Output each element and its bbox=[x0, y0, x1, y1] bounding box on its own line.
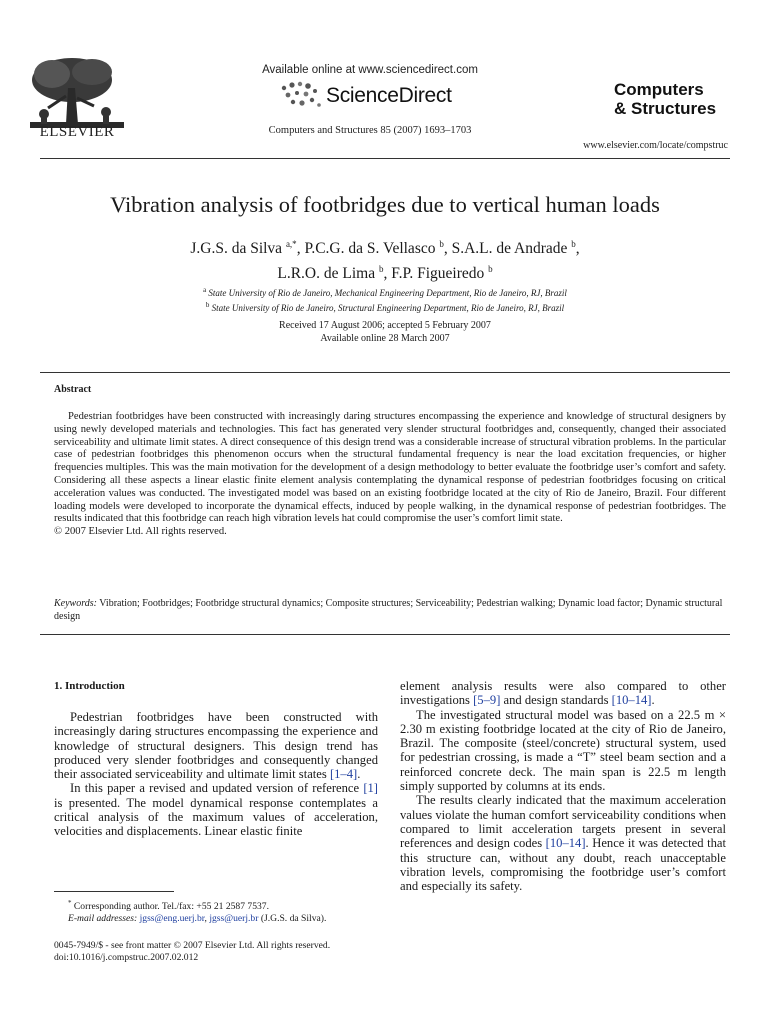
paragraph-text: and design standards bbox=[500, 693, 612, 708]
author-line-2 bbox=[40, 259, 730, 284]
author-separator: , bbox=[575, 240, 580, 258]
author-list bbox=[40, 234, 730, 284]
footnote-rule bbox=[54, 891, 174, 892]
abstract-top-rule bbox=[40, 372, 730, 373]
author-separator: , bbox=[296, 240, 305, 258]
citation-link[interactable]: [1] bbox=[363, 781, 378, 796]
paragraph-text: . bbox=[357, 767, 361, 782]
paragraph-text: The results clearly indicated that the maximum acceleration values violate the human comfort serviceability conditions when compared to limit acceleration targets present in several references and design codes bbox=[400, 793, 726, 851]
affiliations bbox=[40, 284, 730, 314]
author-name: L.R.O. de Lima bbox=[277, 265, 376, 283]
intro-paragraph-4: The investigated structural model was based on a 22.5 m × 2.30 m existing footbridge located at the city of Rio de Janeiro, Brazil. The composite (steel/concrete) structural system, used for pedestrian crossing, is made a “T” steel beam section and a reinforced concrete deck. The main span is 22.5 m length simply supported by columns at its ends. bbox=[400, 707, 726, 794]
author-separator: , bbox=[443, 240, 452, 258]
footnote-corresponding bbox=[54, 897, 384, 913]
author-name: S.A.L. de Andrade bbox=[451, 240, 568, 258]
journal-name-line-1: Computers bbox=[614, 80, 704, 99]
front-matter bbox=[54, 940, 414, 964]
author-name: P.C.G. da S. Vellasco bbox=[304, 240, 436, 258]
affiliation-mark: a bbox=[203, 286, 207, 294]
email-link[interactable]: jgss@eng.uerj.br bbox=[139, 913, 205, 925]
author-name: F.P. Figueiredo bbox=[391, 265, 485, 283]
abstract-paragraph: Pedestrian footbridges have been constructed with increasingly daring structures encompassing the experience and knowledge of structural designers by using newly developed materials and technologies. This fact has generated very slender structural footbridges and, consequently, changed their associated serviceability and ultimate limit states. A direct consequence of this design trend was a considerable increase of structural vibration problems. In the particular case of pedestrian footbridges this phenomenon occurs when the structural fundamental frequency is near the load excitation frequencies, or higher frequencies multiples. This was the main motivation for the development of a design methodology to better evaluate the footbridge user’s comfort and safety. Considering all these aspects a linear elastic finite element analysis contemplating the dynamical response of pedestrian footbridges focusing on critical acceleration values was conducted. The investigated model was based on an existing footbridge located at the city of Rio de Janeiro, Brazil. Four different loading models were developed to incorporate the dynamical effects, induced by people walking, in the dynamical response of pedestrian footbridges. The results indicated that this footbridge can reach high vibration levels hat could compromise the user’s comfort limit state. bbox=[54, 411, 726, 525]
paper-title: Vibration analysis of footbridges due to vertical human loads bbox=[110, 192, 660, 217]
affiliation-a bbox=[40, 284, 730, 299]
journal-url[interactable]: www.elsevier.com/locate/compstruc bbox=[583, 140, 728, 151]
affiliation-text: State University of Rio de Janeiro, Mechanical Engineering Department, Rio de Janeiro, RJ, Brazil bbox=[208, 288, 567, 298]
email-label: E-mail addresses: bbox=[68, 913, 138, 925]
paragraph-text: . Hence it was detected that this structure can, without any doubt, reach unacceptable vibration levels, compromising the footbridge user’s comfort and especially its safety. bbox=[400, 836, 726, 894]
intro-paragraph-2 bbox=[54, 781, 378, 838]
paragraph-text: In this paper a revised and updated version of reference bbox=[70, 781, 364, 796]
sciencedirect-dots-icon bbox=[278, 80, 324, 110]
email-link[interactable]: jgss@uerj.br bbox=[209, 913, 259, 925]
email-owner: (J.G.S. da Silva). bbox=[258, 913, 327, 925]
journal-name-line-2: & Structures bbox=[614, 99, 717, 118]
available-online-text: Available online at www.sciencedirect.com bbox=[262, 64, 478, 76]
journal-citation: Computers and Structures 85 (2007) 1693–1703 bbox=[268, 125, 472, 136]
keywords-list: Vibration; Footbridges; Footbridge structural dynamics; Composite structures; Serviceability; Pedestrian walking; Dynamic load factor; Dynamic structural design bbox=[54, 598, 723, 622]
author-separator: , bbox=[383, 265, 392, 283]
sciencedirect-label: ScienceDirect bbox=[326, 84, 452, 107]
abstract-bottom-rule bbox=[40, 634, 730, 635]
author-affiliation-mark: a,* bbox=[285, 239, 297, 249]
left-column bbox=[54, 710, 378, 839]
publication-dates bbox=[40, 320, 730, 345]
email-separator: , bbox=[204, 913, 210, 925]
author-affiliation-mark: b bbox=[378, 264, 384, 275]
paragraph-text: element analysis results were also compared to other investigations bbox=[400, 679, 726, 708]
affiliation-mark: b bbox=[205, 301, 210, 309]
publisher-name: ELSEVIER bbox=[39, 124, 115, 140]
intro-paragraph-5 bbox=[400, 793, 726, 893]
author-affiliation-mark: b bbox=[571, 239, 576, 249]
intro-paragraph-3 bbox=[400, 679, 726, 708]
citation-link[interactable]: [10–14] bbox=[545, 836, 586, 851]
citation-link[interactable]: [1–4] bbox=[329, 767, 358, 782]
corresponding-author-footnote bbox=[54, 897, 384, 925]
keywords bbox=[54, 598, 726, 623]
paragraph-text: is presented. The model dynamical response contemplates a critical analysis of the maximum values of acceleration, velocities and displacements. Linear elastic finite bbox=[54, 795, 378, 839]
citation-link[interactable]: [10–14] bbox=[611, 693, 652, 708]
abstract-body bbox=[54, 411, 726, 539]
author-affiliation-mark: b bbox=[439, 239, 444, 249]
issn-line: 0045-7949/$ - see front matter © 2007 Elsevier Ltd. All rights reserved. bbox=[54, 940, 331, 951]
right-column bbox=[400, 679, 726, 893]
footnote-mark: * bbox=[68, 899, 72, 907]
header-rule bbox=[40, 158, 730, 159]
footnote-emails bbox=[54, 913, 384, 925]
paragraph-text: Pedestrian footbridges have been constructed with increasingly daring structures encompassing the experience and knowledge of structural designers. This design trend has produced very slender footbridges and consequently changed their associated serviceability and ultimate limit states bbox=[54, 710, 378, 782]
intro-paragraph-1 bbox=[54, 710, 378, 781]
footnote-text: Corresponding author. Tel./fax: +55 21 2587 7537. bbox=[73, 901, 269, 913]
journal-name bbox=[614, 80, 716, 118]
available-date: Available online 28 March 2007 bbox=[320, 332, 450, 344]
section-heading-introduction: 1. Introduction bbox=[54, 680, 125, 692]
abstract-heading: Abstract bbox=[54, 384, 92, 395]
author-affiliation-mark: b bbox=[488, 264, 493, 275]
received-date: Received 17 August 2006; accepted 5 February 2007 bbox=[279, 320, 491, 331]
affiliation-text: State University of Rio de Janeiro, Structural Engineering Department, Rio de Janeiro, RJ, Brazil bbox=[211, 303, 565, 313]
author-line-1 bbox=[40, 234, 730, 259]
doi-line[interactable]: doi:10.1016/j.compstruc.2007.02.012 bbox=[54, 952, 199, 963]
citation-link[interactable]: [5–9] bbox=[473, 693, 501, 708]
paragraph-text: . bbox=[651, 693, 655, 708]
keywords-label: Keywords: bbox=[54, 598, 97, 609]
abstract-copyright: © 2007 Elsevier Ltd. All rights reserved. bbox=[54, 526, 227, 538]
affiliation-b bbox=[40, 299, 730, 314]
author-name: J.G.S. da Silva bbox=[190, 240, 283, 258]
